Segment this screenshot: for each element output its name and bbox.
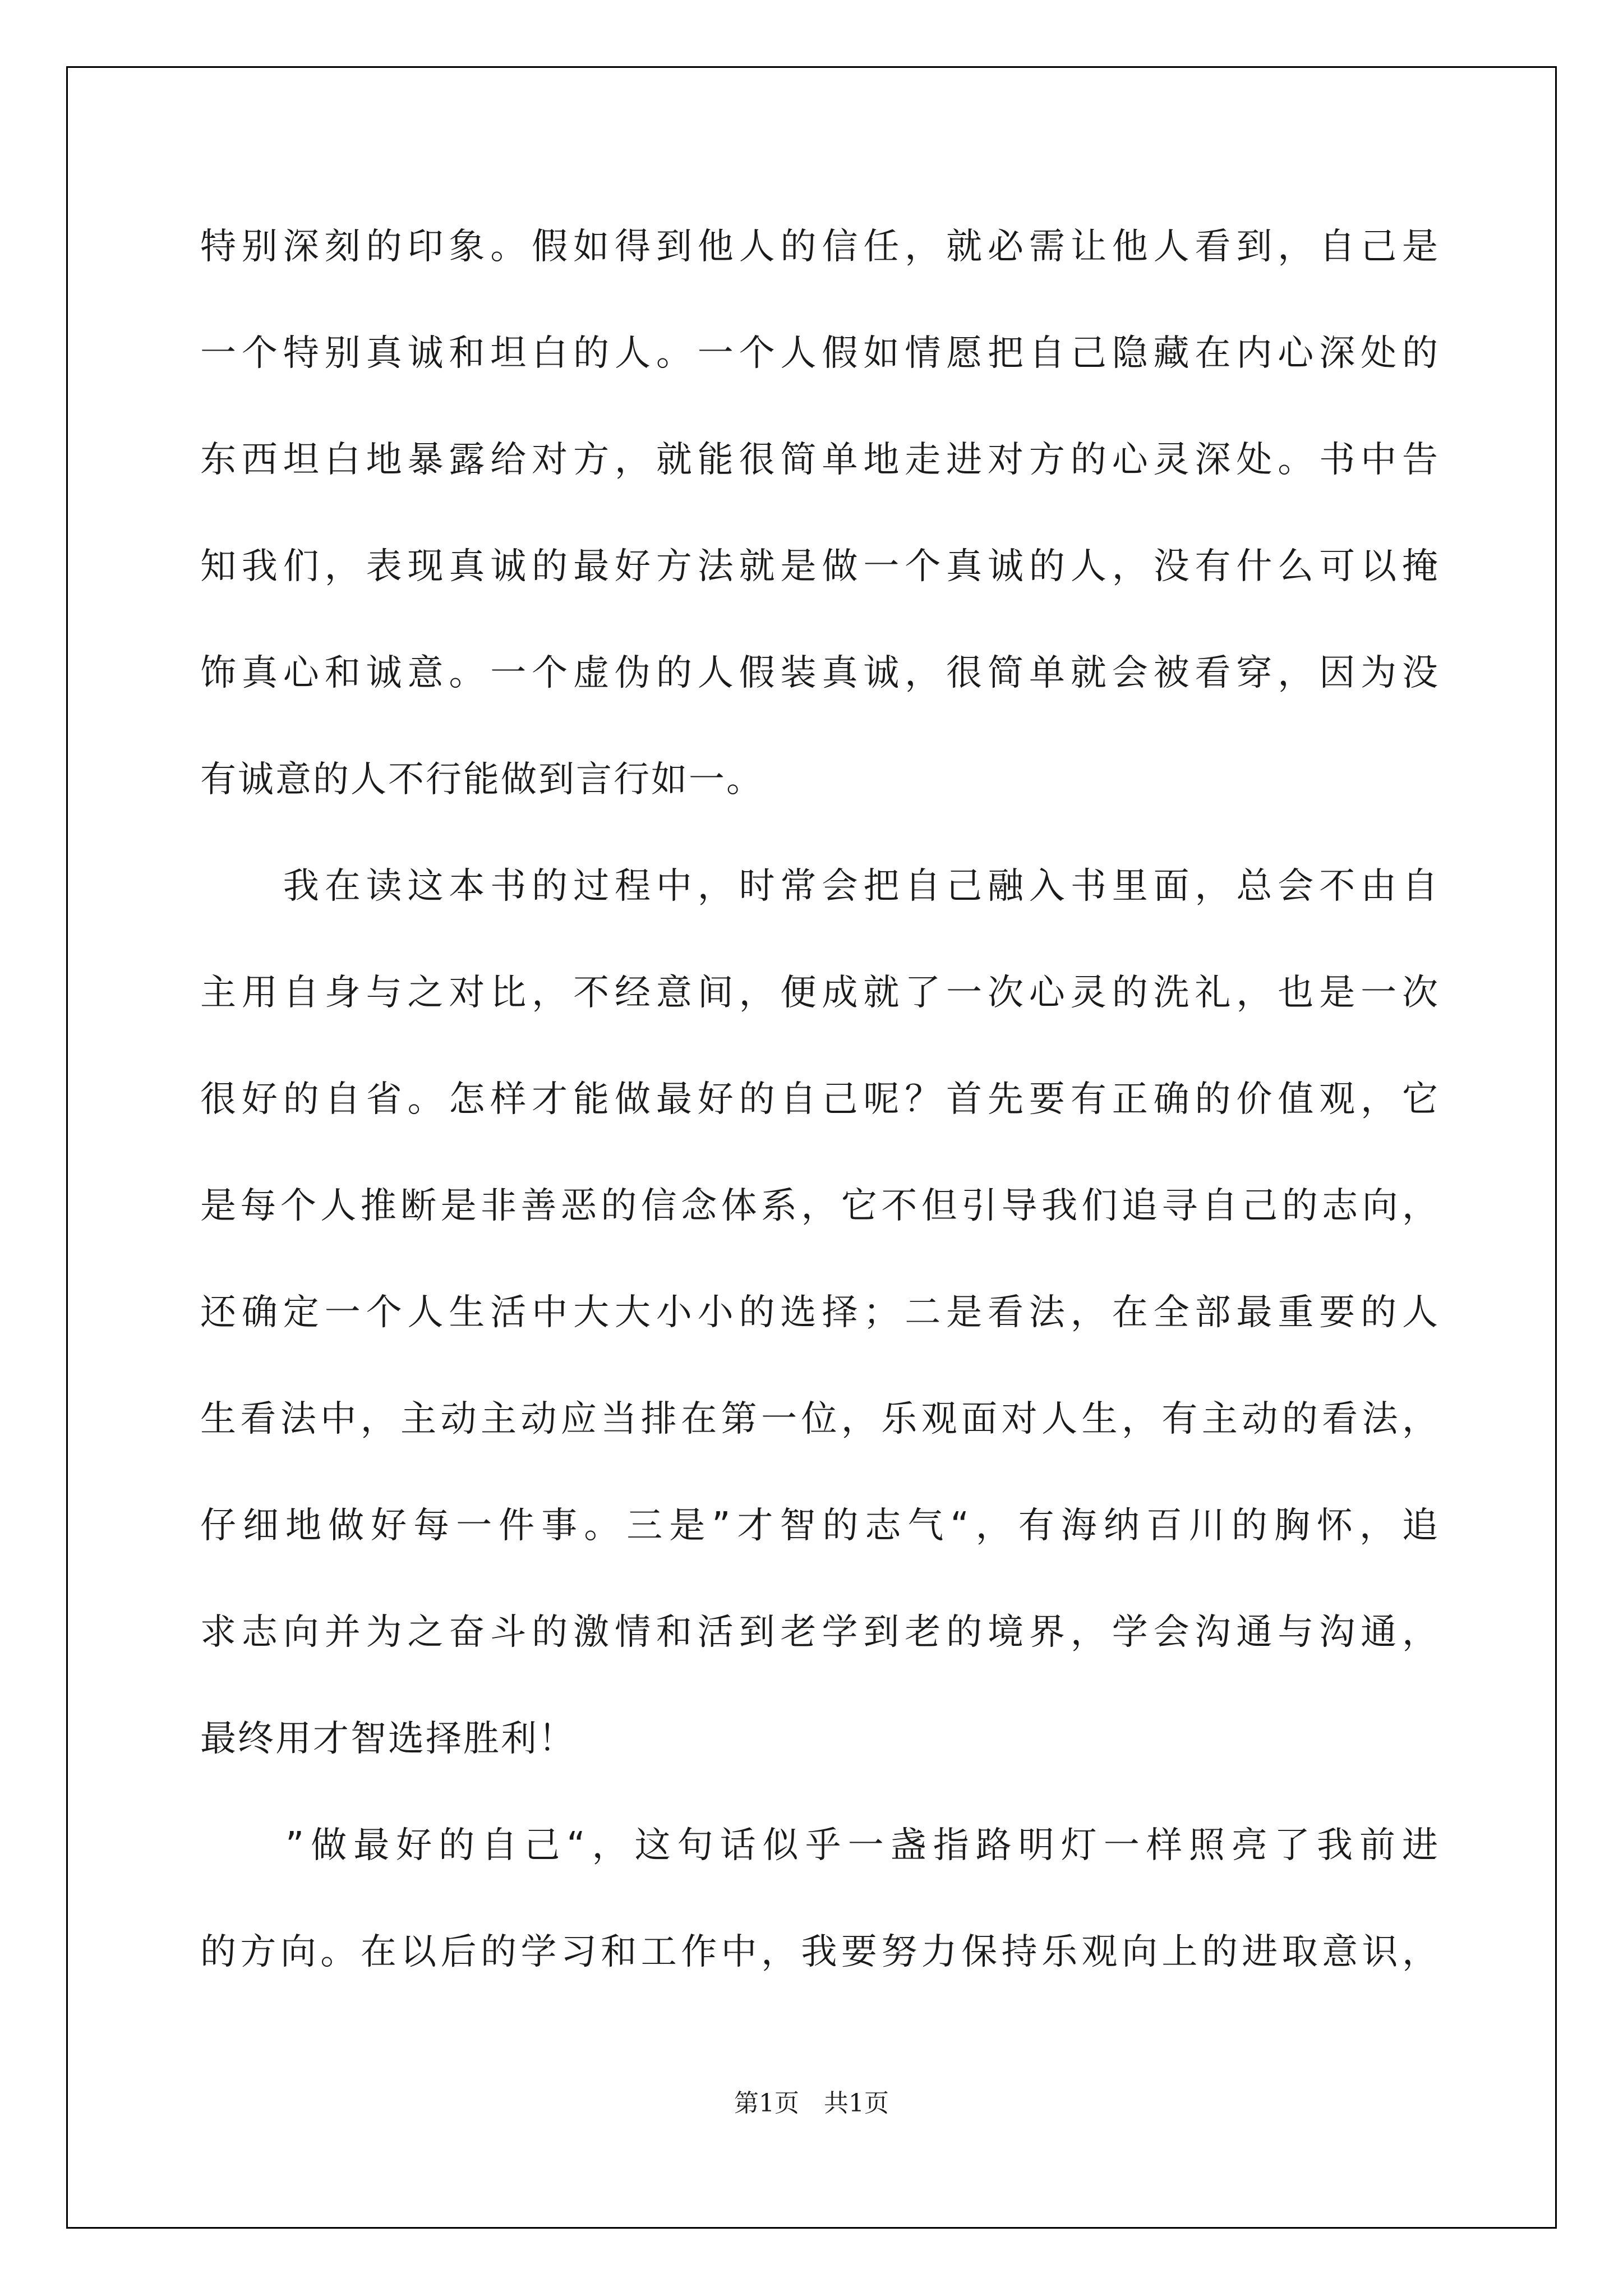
page-border bbox=[66, 66, 1557, 2229]
text-line: 最终用才智选择胜利！ bbox=[200, 1718, 576, 1760]
text-line: 知我们，表现真诚的最好方法就是做一个真诚的人，没有什么可以掩 bbox=[200, 546, 1440, 587]
text-line: 一个特别真诚和坦白的人。一个人假如情愿把自己隐藏在内心深处的 bbox=[200, 333, 1440, 374]
text-line: 求志向并为之奋斗的激情和活到老学到老的境界，学会沟通与沟通， bbox=[200, 1612, 1440, 1653]
text-line: 主用自身与之对比，不经意间，便成就了一次心灵的洗礼，也是一次 bbox=[200, 972, 1440, 1014]
text-line: 有诚意的人不行能做到言行如一。 bbox=[200, 759, 764, 800]
text-line: 特别深刻的印象。假如得到他人的信任，就必需让他人看到，自己是 bbox=[200, 226, 1440, 268]
text-line: 我在读这本书的过程中，时常会把自己融入书里面，总会不由自 bbox=[200, 866, 1440, 907]
text-line: 的方向。在以后的学习和工作中，我要努力保持乐观向上的进取意识， bbox=[200, 1931, 1440, 1973]
text-line: 东西坦白地暴露给对方，就能很简单地走进对方的心灵深处。书中告 bbox=[200, 439, 1440, 481]
text-line: ”做最好的自己“，这句话似乎一盏指路明灯一样照亮了我前进 bbox=[200, 1825, 1440, 1866]
page-footer: 第1页 共1页 bbox=[734, 2089, 889, 2118]
text-line: 饰真心和诚意。一个虚伪的人假装真诚，很简单就会被看穿，因为没 bbox=[200, 652, 1440, 694]
text-line: 生看法中，主动主动应当排在第一位，乐观面对人生，有主动的看法， bbox=[200, 1398, 1440, 1440]
text-line: 是每个人推断是非善恶的信念体系，它不但引导我们追寻自己的志向， bbox=[200, 1185, 1440, 1227]
text-line: 很好的自省。怎样才能做最好的自己呢？首先要有正确的价值观，它 bbox=[200, 1079, 1440, 1120]
text-line: 还确定一个人生活中大大小小的选择；二是看法，在全部最重要的人 bbox=[200, 1292, 1440, 1333]
text-line: 仔细地做好每一件事。三是”才智的志气“，有海纳百川的胸怀，追 bbox=[200, 1505, 1440, 1547]
